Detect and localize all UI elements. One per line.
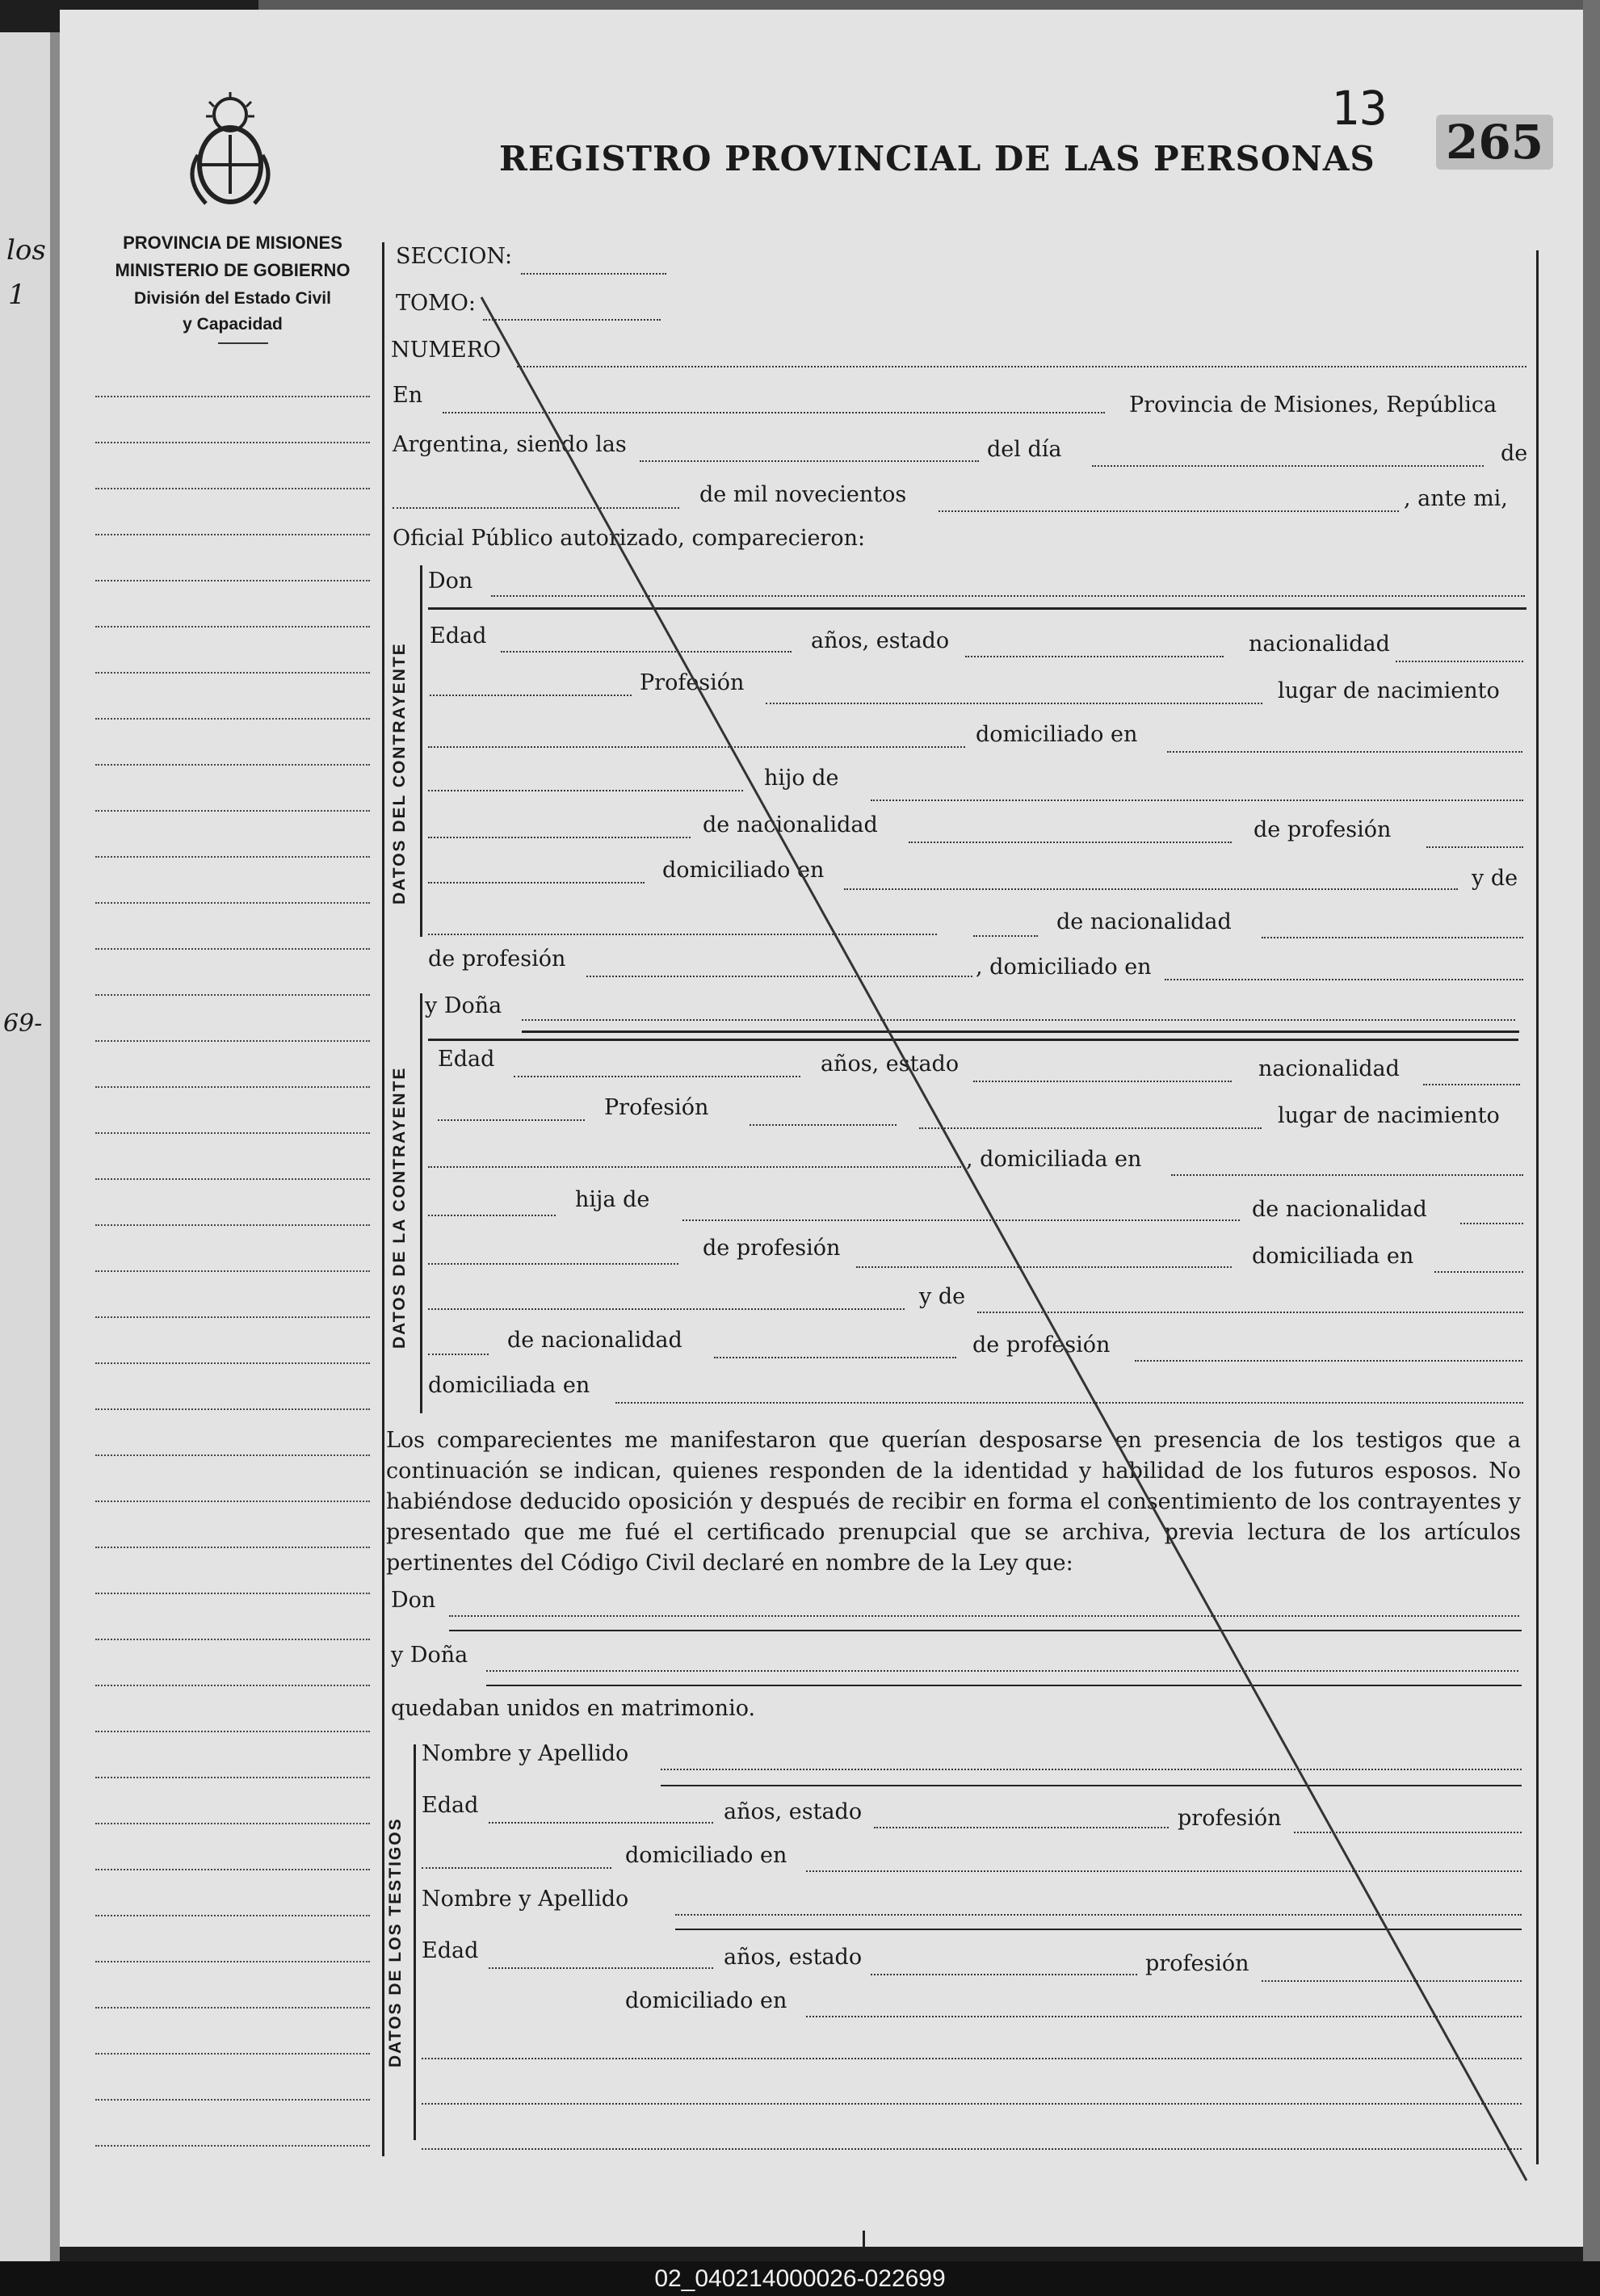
numero-label: NUMERO <box>391 338 502 363</box>
nombre-apellido-label-2: Nombre y Apellido <box>422 1887 629 1912</box>
margin-note: los <box>6 234 46 267</box>
edad-label-2: Edad <box>438 1047 495 1072</box>
anos-estado-label-2: años, estado <box>821 1051 960 1077</box>
profesion-label-2: Profesión <box>604 1095 709 1120</box>
testigos-side-label: DATOS DE LOS TESTIGOS <box>386 1817 405 2067</box>
lugar-nacimiento-label-2: lugar de nacimiento <box>1278 1103 1500 1128</box>
nombre-apellido-label-1: Nombre y Apellido <box>422 1741 629 1766</box>
de-profesion-label: de profesión <box>1254 817 1392 842</box>
page-title: REGISTRO PROVINCIAL DE LAS PERSONAS <box>499 139 1375 178</box>
contrayenta-side-label: DATOS DE LA CONTRAYENTE <box>390 1066 409 1349</box>
oficial-text: Oficial Público autorizado, comparecieron: <box>393 526 866 551</box>
don-label: Don <box>428 569 473 594</box>
union-don-label: Don <box>391 1588 436 1613</box>
anos-estado-label-t2: años, estado <box>724 1945 863 1970</box>
de-profesion-2-label: de profesión <box>428 947 566 972</box>
domiciliada-en-3-label: domiciliada en <box>428 1373 590 1398</box>
profesion-label-t1: profesión <box>1178 1806 1282 1831</box>
edad-label-t1: Edad <box>422 1793 479 1818</box>
contrayente-side-label: DATOS DEL CONTRAYENTE <box>390 642 409 905</box>
edad-label: Edad <box>430 623 487 649</box>
image-id-footer: 02_040214000026-022699 <box>0 2261 1600 2296</box>
profesion-label-t2: profesión <box>1145 1951 1249 1976</box>
dona-label: y Doña <box>425 993 502 1018</box>
domiciliada-label: , domiciliada en <box>966 1147 1142 1172</box>
seccion-label: SECCION: <box>396 244 513 269</box>
margin-note: 69- <box>3 1009 43 1038</box>
de-nacionalidad-2-label: de nacionalidad <box>1056 909 1232 934</box>
margin-note: 1 <box>8 279 26 311</box>
nacionalidad-label: nacionalidad <box>1249 632 1390 657</box>
de-profesion-label-4: de profesión <box>972 1333 1111 1358</box>
declaration-text: Los comparecientes me manifestaron que querían desposarse en presencia de los testigos que a continuación se indican, quienes responden de la identidad y habilidad de los futuros esposos. No habiéndose deducido oposición y después de recibir en forma el consentimiento de los contrayentes y presentado que me fué el certificado prenupcial que se archiva, previa lectura de los artículos pertinentes del Código Civil declaré en nombre de la Ley que: <box>386 1428 1521 1576</box>
de-nacionalidad-label: de nacionalidad <box>703 812 878 837</box>
edad-label-t2: Edad <box>422 1938 479 1963</box>
anos-estado-label-t1: años, estado <box>724 1799 863 1824</box>
mil-novecientos-label: de mil novecientos <box>699 482 907 507</box>
province-heading: PROVINCIA DE MISIONES <box>123 233 342 253</box>
domiciliado-en-2-label: domiciliado en <box>662 858 825 883</box>
domiciliado-label-t1: domiciliado en <box>625 1843 787 1868</box>
hijo-de-label: hijo de <box>764 766 839 791</box>
folio-number: 13 <box>1331 81 1388 136</box>
del-dia-label: del día <box>987 437 1062 462</box>
domiciliado-label: domiciliado en <box>976 722 1138 747</box>
de-nacionalidad-label-3: de nacionalidad <box>507 1328 682 1353</box>
anos-estado-label: años, estado <box>811 628 950 653</box>
de-profesion-label-3: de profesión <box>703 1236 841 1261</box>
unidos-text: quedaban unidos en matrimonio. <box>391 1696 756 1721</box>
argentina-text: Argentina, siendo las <box>393 432 627 457</box>
folio-stamp: 265 <box>1436 115 1553 170</box>
domiciliado-label-t2: domiciliado en <box>625 1988 787 2013</box>
de-nacionalidad-label-2: de nacionalidad <box>1252 1197 1427 1222</box>
tomo-label: TOMO: <box>396 291 477 316</box>
y-de-label: y de <box>1472 866 1518 891</box>
en-label: En <box>393 383 423 408</box>
nacionalidad-label-2: nacionalidad <box>1258 1056 1400 1081</box>
division-heading-2: y Capacidad <box>183 315 283 334</box>
division-heading: División del Estado Civil <box>134 289 331 308</box>
y-de-label-2: y de <box>919 1284 966 1309</box>
ministry-heading: MINISTERIO DE GOBIERNO <box>115 260 351 280</box>
hija-de-label: hija de <box>575 1187 650 1212</box>
profesion-label: Profesión <box>640 670 745 695</box>
domiciliado-en-3-label: , domiciliado en <box>976 955 1152 980</box>
de-label: de <box>1501 441 1528 466</box>
provincia-text: Provincia de Misiones, República <box>1129 392 1497 418</box>
union-dona-label: y Doña <box>391 1643 468 1668</box>
lugar-nacimiento-label: lugar de nacimiento <box>1278 678 1500 703</box>
ante-mi-label: , ante mi, <box>1404 486 1508 511</box>
domiciliada-en-2-label: domiciliada en <box>1252 1244 1414 1269</box>
